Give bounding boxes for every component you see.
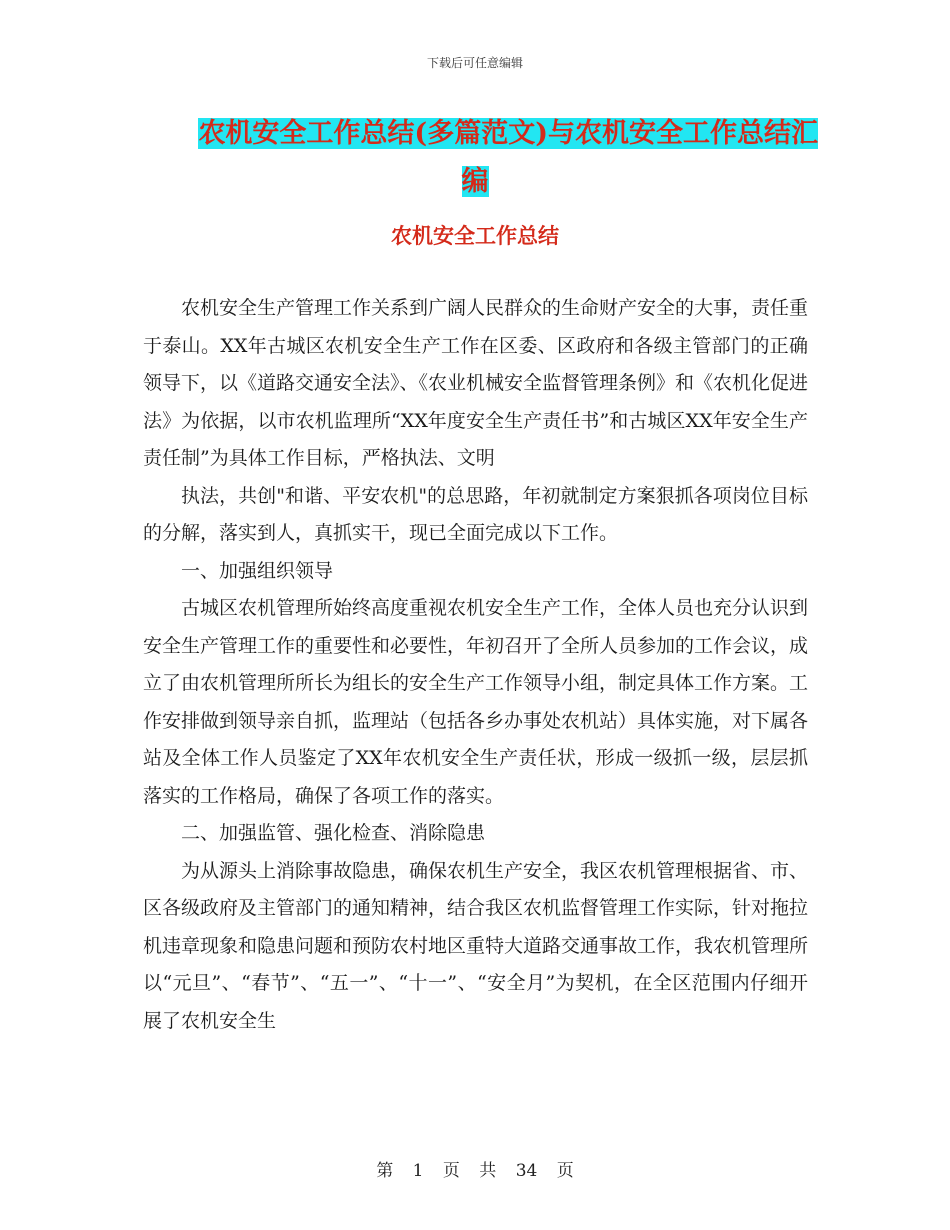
section-title: 农机安全工作总结 [391,223,559,248]
paragraph: 古城区农机管理所始终高度重视农机安全生产工作，全体人员也充分认识到安全生产管理工作的重要性和必要性，年初召开了全所人员参加的工作会议，成立了由农机管理所所长为组长的安全生产工作领导小组，制定具体工作方案。工作安排做到领导亲自抓，监理站（包括各乡办事处农机站）具体实施，对下属各站及全体工作人员鉴定了XX年农机安全生产责任状，形成一级抓一级，层层抓落实的工作格局，确保了各项工作的落实。 [143,597,809,807]
paragraph-heading: 二、加强监管、强化检查、消除隐患 [181,822,486,844]
footer-label: 页 [556,1161,574,1181]
paragraph-heading: 一、加强组织领导 [181,559,334,582]
paragraph: 为从源头上消除事故隐患，确保农机生产安全，我区农机管理根据省、市、区各级政府及主管部门的通知精神，结合我区农机监督管理工作实际，针对拖拉机违章现象和隐患问题和预防农村地区重特大道路交通事故工作，我农机管理所以“元旦”、“春节”、“五一”、“十一”、“安全月”为契机，在全区范围内仔细开展了农机安全生 [143,859,809,1032]
page-number: 1 [412,1161,424,1181]
total-pages: 34 [515,1161,538,1181]
page-footer [0,1156,950,1181]
document-body [143,290,808,1040]
title-line-1: 农机安全工作总结(多篇范文)与农机安全工作总结汇 [198,118,818,149]
footer-label: 页 [442,1161,460,1181]
header-note: 下载后可任意编辑 [426,56,523,70]
title-line-2: 编 [461,166,489,197]
paragraph: 执法，共创"和谐、平安农机"的总思路，年初就制定方案狠抓各项岗位目标的分解，落实到人，真抓实干，现已全面完成以下工作。 [143,484,808,544]
footer-label: 共 [479,1161,497,1181]
paragraph: 农机安全生产管理工作关系到广阔人民群众的生命财产安全的大事，责任重于泰山。XX年古城区农机安全生产工作在区委、区政府和各级主管部门的正确领导下，以《道路交通安全法》、《农业机械安全监督管理条例》和《农机化促进法》为依据，以市农机监理所“XX年度安全生产责任书”和古城区XX年安全生产责任制”为具体工作目标，严格执法、文明 [143,297,809,469]
footer-label: 第 [376,1161,394,1181]
